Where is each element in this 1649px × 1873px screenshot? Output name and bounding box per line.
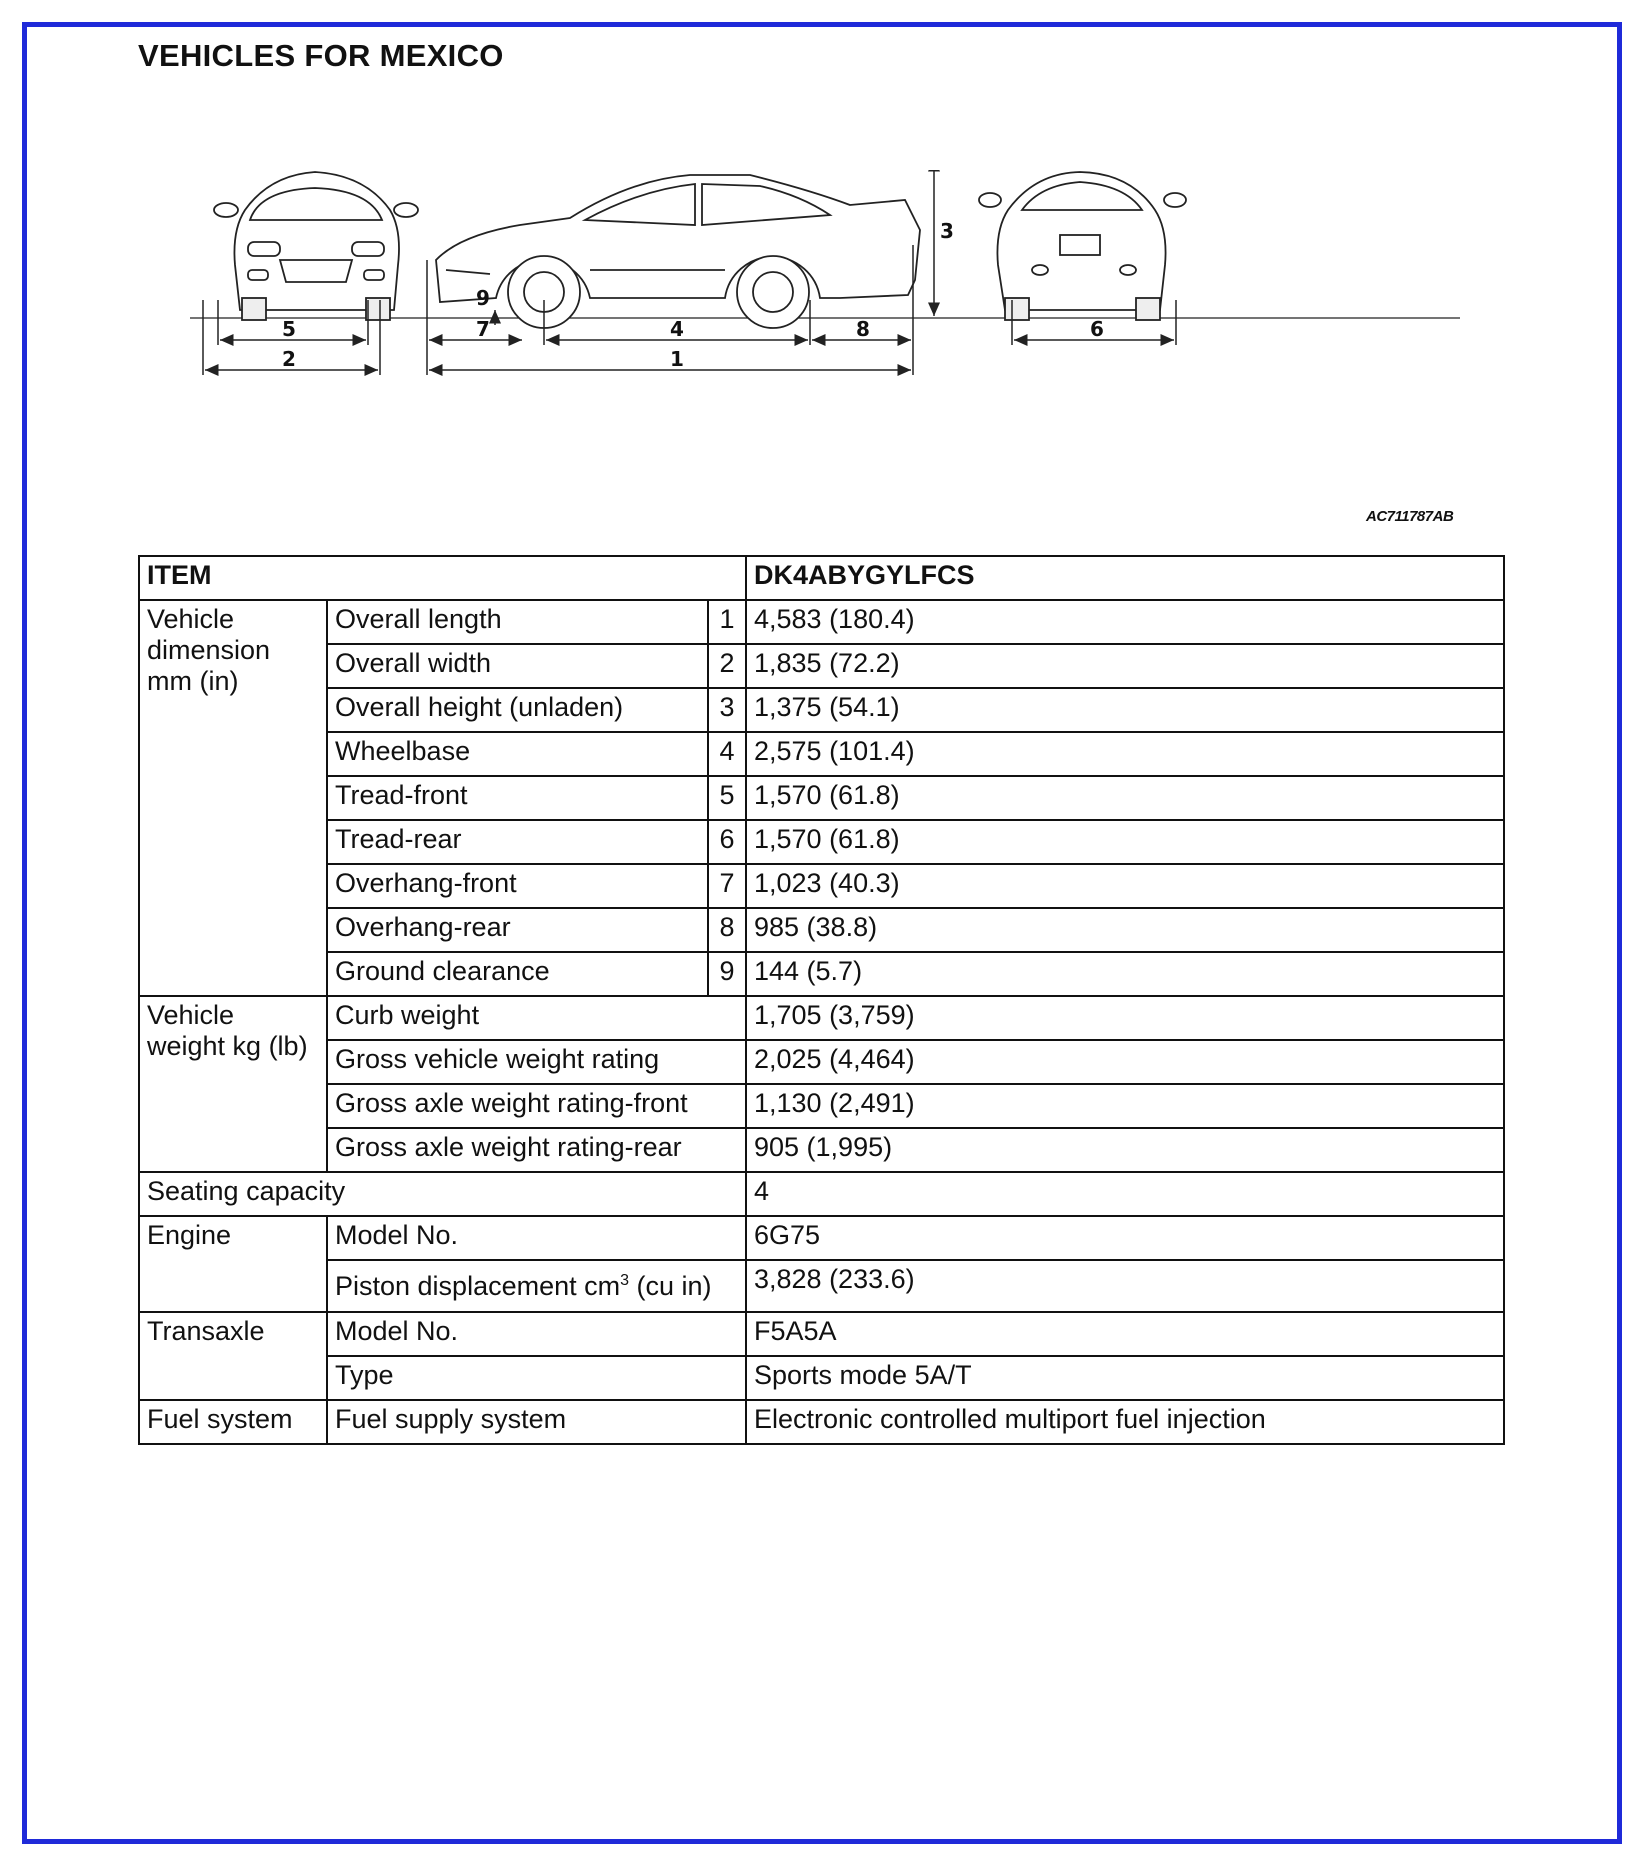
item-name: Overhang-front (327, 864, 708, 908)
header-item: ITEM (139, 556, 746, 600)
weight-group-label: Vehicle weight kg (lb) (139, 996, 327, 1172)
item-name: Gross axle weight rating-front (327, 1084, 746, 1128)
item-name: Tread-rear (327, 820, 708, 864)
item-number: 6 (708, 820, 746, 864)
car-rear-view (979, 172, 1186, 320)
figure-code: AC711787AB (1366, 508, 1454, 525)
table-row (139, 776, 1504, 820)
item-value: 144 (5.7) (746, 952, 1504, 996)
vehicle-dimension-diagram (190, 170, 1470, 460)
seating-value: 4 (746, 1172, 1504, 1216)
item-number: 9 (708, 952, 746, 996)
dimension-group-label: Vehicle dimension mm (in) (139, 600, 327, 996)
transaxle-type-value: Sports mode 5A/T (746, 1356, 1504, 1400)
item-value: 1,570 (61.8) (746, 820, 1504, 864)
item-name: Curb weight (327, 996, 746, 1040)
dim-label-5: 5 (282, 317, 296, 341)
item-value: 2,575 (101.4) (746, 732, 1504, 776)
table-row (139, 908, 1504, 952)
item-name: Overall width (327, 644, 708, 688)
item-number: 3 (708, 688, 746, 732)
transaxle-type-label: Type (327, 1356, 746, 1400)
item-name: Overhang-rear (327, 908, 708, 952)
engine-model-value: 6G75 (746, 1216, 1504, 1260)
fuel-supply-value: Electronic controlled multiport fuel injection (746, 1400, 1504, 1444)
item-number: 1 (708, 600, 746, 644)
dim-label-2: 2 (282, 347, 296, 371)
item-value: 1,375 (54.1) (746, 688, 1504, 732)
dim-label-4: 4 (670, 317, 684, 341)
dim-label-6: 6 (1090, 317, 1104, 341)
transaxle-model-label: Model No. (327, 1312, 746, 1356)
item-value: 985 (38.8) (746, 908, 1504, 952)
car-side-view (436, 175, 920, 328)
fuel-label: Fuel system (139, 1400, 327, 1444)
item-number: 5 (708, 776, 746, 820)
table-row (139, 1172, 1504, 1216)
item-value: 4,583 (180.4) (746, 600, 1504, 644)
dim-label-9: 9 (476, 286, 490, 310)
table-row (139, 820, 1504, 864)
displacement-superscript: 3 (620, 1272, 630, 1289)
car-front-view (214, 172, 418, 320)
table-row (139, 688, 1504, 732)
item-name: Overall length (327, 600, 708, 644)
item-number: 4 (708, 732, 746, 776)
item-value: 1,023 (40.3) (746, 864, 1504, 908)
item-number: 2 (708, 644, 746, 688)
table-row (139, 1128, 1504, 1172)
item-name: Tread-front (327, 776, 708, 820)
dim-label-7: 7 (476, 317, 490, 341)
dim-label-8: 8 (856, 317, 870, 341)
transaxle-label: Transaxle (139, 1312, 327, 1400)
item-value: 905 (1,995) (746, 1128, 1504, 1172)
header-model: DK4ABYGYLFCS (746, 556, 1504, 600)
item-number: 8 (708, 908, 746, 952)
specifications-table (138, 555, 1505, 1445)
dim-label-1: 1 (670, 347, 684, 371)
page-title: VEHICLES FOR MEXICO (138, 38, 504, 73)
item-value: 1,835 (72.2) (746, 644, 1504, 688)
seating-label: Seating capacity (139, 1172, 746, 1216)
item-value: 1,705 (3,759) (746, 996, 1504, 1040)
displacement-label-b: (cu in) (629, 1271, 712, 1301)
table-row (139, 1312, 1504, 1356)
item-name: Ground clearance (327, 952, 708, 996)
item-name: Overall height (unladen) (327, 688, 708, 732)
table-row (139, 1040, 1504, 1084)
displacement-label-a: Piston displacement cm (335, 1271, 621, 1301)
table-row (139, 732, 1504, 776)
engine-model-label: Model No. (327, 1216, 746, 1260)
table-row (139, 1216, 1504, 1260)
table-row (139, 952, 1504, 996)
table-row (139, 644, 1504, 688)
table-row (139, 996, 1504, 1040)
displacement-value: 3,828 (233.6) (746, 1260, 1504, 1312)
table-row (139, 1260, 1504, 1312)
item-value: 1,570 (61.8) (746, 776, 1504, 820)
table-row (139, 864, 1504, 908)
engine-label: Engine (139, 1216, 327, 1312)
table-header-row (139, 556, 1504, 600)
item-value: 2,025 (4,464) (746, 1040, 1504, 1084)
table-row (139, 1356, 1504, 1400)
table-row (139, 1084, 1504, 1128)
item-name: Gross vehicle weight rating (327, 1040, 746, 1084)
fuel-supply-label: Fuel supply system (327, 1400, 746, 1444)
dim-label-3: 3 (940, 219, 954, 243)
item-name: Wheelbase (327, 732, 708, 776)
item-number: 7 (708, 864, 746, 908)
displacement-label (327, 1260, 746, 1312)
table-row (139, 1400, 1504, 1444)
item-value: 1,130 (2,491) (746, 1084, 1504, 1128)
transaxle-model-value: F5A5A (746, 1312, 1504, 1356)
item-name: Gross axle weight rating-rear (327, 1128, 746, 1172)
table-row (139, 600, 1504, 644)
